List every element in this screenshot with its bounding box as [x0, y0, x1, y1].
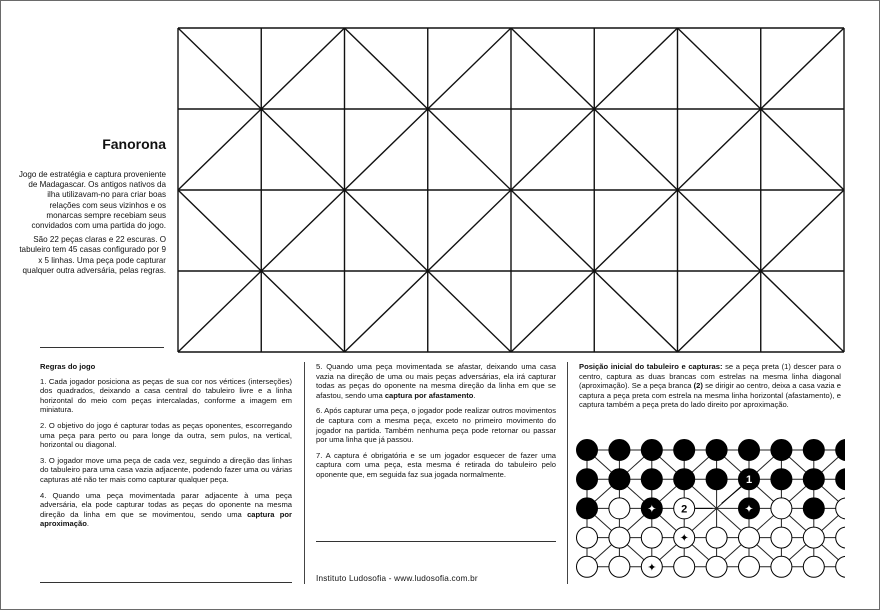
board-diagonal-line	[761, 190, 844, 271]
black-piece	[609, 440, 630, 461]
page-title: Fanorona	[102, 136, 166, 152]
board-diagonal-line	[428, 271, 511, 352]
rule-4-end: .	[86, 519, 89, 529]
board-diagonal-line	[511, 271, 594, 352]
black-piece	[803, 440, 824, 461]
black-piece	[706, 469, 727, 490]
position-label-bold: (2)	[693, 381, 703, 391]
capture-star-icon: ✦	[679, 532, 689, 545]
board-diagonal-line	[678, 28, 761, 109]
black-piece	[641, 440, 662, 461]
black-piece	[706, 440, 727, 461]
board-diagonal-line	[678, 190, 761, 271]
white-piece	[577, 527, 598, 548]
black-piece	[609, 469, 630, 490]
board-diagonal-line	[761, 109, 844, 190]
board-diagonal-line	[678, 109, 761, 190]
board-diagonal-line	[594, 271, 677, 352]
rule-4-text: 4. Quando uma peça movimentada parar adjacente à uma peça adversária, ela pode capturar todas as peças do oponente na mesma direção da linha em que se movimentou, sendo uma	[40, 490, 292, 519]
board-diagonal-line	[428, 109, 511, 190]
move-arrow-1	[722, 486, 742, 503]
capture-star-icon: ✦	[647, 503, 657, 516]
white-piece	[803, 527, 824, 548]
position-column	[579, 362, 841, 410]
rules-column-2-divider	[316, 541, 556, 542]
black-piece	[577, 498, 598, 519]
board-diagonal-line	[511, 28, 594, 109]
white-piece	[609, 527, 630, 548]
footer-text: Instituto Ludosofia - www.ludosofia.com.br	[316, 574, 478, 583]
position-text	[579, 362, 841, 410]
position-text-2: se dirigir ao centro, deixa a casa vazia e captura a peça preta com estrela na mesma linha horizontal (afastamento), e captura também a peça preta do lado direito por aproximação.	[579, 381, 842, 410]
board-diagonal-line	[178, 190, 261, 271]
board-diagonal-line	[511, 109, 594, 190]
intro-paragraph-1: Jogo de estratégia e captura proveniente de Madagascar. Os antigos nativos da ilha utilizavam-no para criar boas relações com seus vizinhos e os monarcas sempre recebiam seus convidados com uma partida do jogo.	[18, 170, 166, 231]
black-piece	[803, 469, 824, 490]
rules-heading: Regras do jogo	[40, 362, 96, 371]
rules-column-1-divider	[40, 582, 292, 583]
black-piece	[836, 469, 845, 490]
rule-5-bold: captura por afastamento	[384, 390, 474, 400]
rule-1: 1. Cada jogador posiciona as peças de sua cor nos vértices (interseções) dos quadrados, deixando a casa central do tabuleiro livre e a linha horizontal do meio com peças intercaladas, conforme a imagem em miniatura.	[40, 376, 292, 415]
rule-5-text: 5. Quando uma peça movimentada se afastar, deixando uma casa vazia na direção de uma ou mais peças adversárias, ela irá capturar todas as peças do oponente na mesma direção da linha em que se afastou, sendo uma	[316, 362, 556, 400]
capture-star-icon: ✦	[744, 503, 754, 516]
board-diagonal-line	[761, 28, 844, 109]
white-piece	[609, 556, 630, 577]
board-diagonal-line	[761, 271, 844, 352]
board-diagonal-line	[261, 28, 344, 109]
rule-5-end: .	[473, 390, 476, 400]
fanorona-board	[176, 26, 866, 354]
white-piece	[836, 527, 845, 548]
intro-divider	[40, 347, 164, 348]
rule-7: 7. A captura é obrigatória e se um jogador esquecer de fazer uma captura com uma peça, esta mesma é retirada do tabuleiro pelo oponente que, em seguida faz sua jogada normalmente.	[316, 450, 556, 479]
black-piece	[836, 440, 845, 461]
board-diagonal-line	[178, 28, 261, 109]
board-diagonal-line	[261, 109, 344, 190]
black-piece	[803, 498, 824, 519]
rule-4	[40, 491, 292, 529]
board-diagonal-line	[345, 28, 428, 109]
black-piece	[674, 440, 695, 461]
column-separator-2	[567, 362, 568, 584]
board-diagonal-line	[345, 271, 428, 352]
black-piece	[674, 469, 695, 490]
black-piece	[739, 440, 760, 461]
board-diagonal-line	[178, 109, 261, 190]
capture-star-icon: ✦	[647, 561, 657, 574]
board-diagonal-line	[261, 271, 344, 352]
white-piece	[803, 556, 824, 577]
board-diagonal-line	[594, 109, 677, 190]
rules-column-2	[316, 362, 556, 486]
white-piece	[739, 527, 760, 548]
white-piece	[706, 527, 727, 548]
board-diagonal-line	[678, 271, 761, 352]
rule-6: 6. Após capturar uma peça, o jogador pode realizar outros movimentos de captura com a mesma peça, exceto no primeiro movimento do jogador na partida. Também nenhuma peça pode retornar ou passar por uma linha que já passou.	[316, 406, 556, 445]
board-diagonal-line	[511, 190, 594, 271]
black-piece	[577, 440, 598, 461]
white-piece	[836, 498, 845, 519]
white-piece	[577, 556, 598, 577]
white-piece	[771, 556, 792, 577]
rule-2: 2. O objetivo do jogo é capturar todas as peças oponentes, escorregando uma peça para perto ou para longe da outra, sem pulos, na vertical, horizontal ou diagonal.	[40, 420, 292, 450]
white-piece	[641, 527, 662, 548]
rule-3: 3. O jogador move uma peça de cada vez, seguindo a direção das linhas do tabuleiro para uma casa vazia adjacente, podendo fazer uma ou várias capturas até não ter mais como capturar qualquer peça.	[40, 455, 292, 484]
rules-column-1	[40, 362, 292, 535]
position-text-1: se a peça preta (1) descer para o centro, captura as duas brancas com estrelas na mesma linha diagonal (aproximação). Se a peça branca	[579, 362, 841, 391]
white-piece	[609, 498, 630, 519]
black-piece	[577, 469, 598, 490]
board-diagonal-line	[261, 190, 344, 271]
intro-text	[16, 170, 166, 280]
white-piece	[771, 498, 792, 519]
piece-label-1: 1	[745, 474, 753, 487]
starting-position-diagram	[575, 436, 845, 582]
rule-5	[316, 362, 556, 400]
board-diagonal-line	[178, 271, 261, 352]
piece-label-2: 2	[681, 503, 688, 516]
board-diagonal-line	[428, 190, 511, 271]
board-diagonal-line	[345, 190, 428, 271]
intro-paragraph-2: São 22 peças claras e 22 escuras. O tabuleiro tem 45 casas configurado por 9 x 5 linhas. Uma peça pode capturar qualquer outra adversária, pelas regras.	[19, 235, 166, 275]
white-piece	[706, 556, 727, 577]
board-diagonal-line	[594, 190, 677, 271]
white-piece	[836, 556, 845, 577]
board-diagonal-line	[594, 28, 677, 109]
board-diagonal-line	[428, 28, 511, 109]
position-heading: Posição inicial do tabuleiro e capturas:	[579, 362, 723, 371]
white-piece	[674, 556, 695, 577]
white-piece	[771, 527, 792, 548]
board-diagonal-line	[345, 109, 428, 190]
column-separator-1	[304, 362, 305, 584]
black-piece	[641, 469, 662, 490]
black-piece	[771, 440, 792, 461]
white-piece	[739, 556, 760, 577]
black-piece	[771, 469, 792, 490]
rule-4-bold: captura por aproximação	[40, 509, 293, 529]
